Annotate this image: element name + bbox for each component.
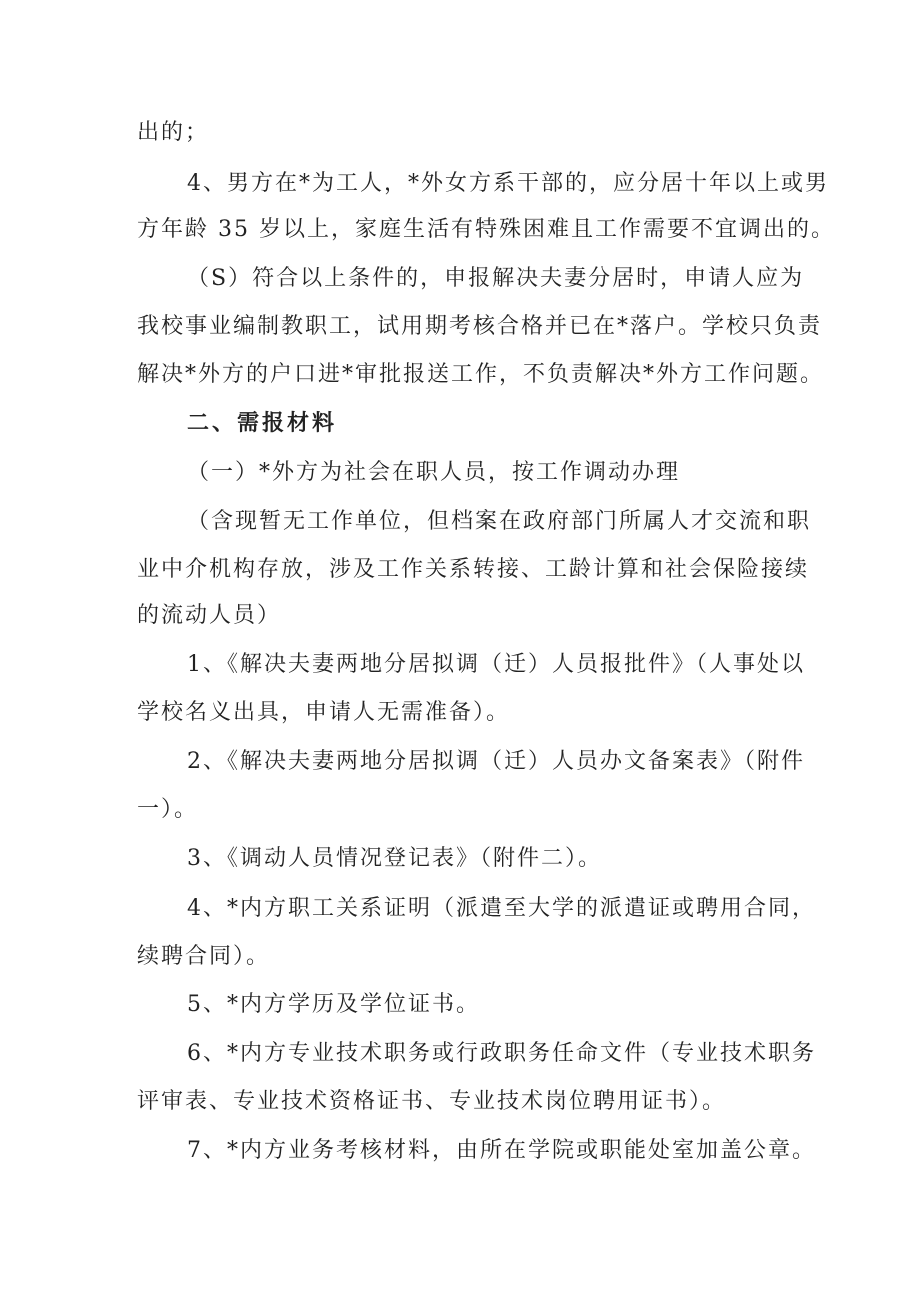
paragraph-line: 学校名义出具，申请人无需准备）。 xyxy=(137,700,511,725)
section-heading: 二、需报材料 xyxy=(187,411,338,436)
paragraph-line: 方年龄 35 岁以上，家庭生活有特殊困难且工作需要不宜调出的。 xyxy=(137,217,835,242)
list-item: 4、*内方职工关系证明（派遣至大学的派遣证或聘用合同， xyxy=(187,896,816,921)
list-item: 6、*内方专业技术职务或行政职务任命文件（专业技术职务 xyxy=(187,1041,816,1066)
paragraph-line: 我校事业编制教职工，试用期考核合格并已在*落户。学校只负责 xyxy=(137,314,823,339)
paragraph-line: 续聘合同）。 xyxy=(137,944,271,969)
subsection-heading: （一）*外方为社会在职人员，按工作调动办理 xyxy=(187,460,681,485)
paragraph-line: （含现暂无工作单位，但档案在政府部门所属人才交流和职 xyxy=(187,509,812,534)
paragraph-line: 一）。 xyxy=(137,797,199,822)
paragraph-line: 的流动人员） xyxy=(137,603,282,628)
list-item: 2、《解决夫妻两地分居拟调（迁）人员办文备案表》（附件 xyxy=(187,749,805,774)
paragraph-line: （S）符合以上条件的，申报解决夫妻分居时，申请人应为 xyxy=(187,266,805,291)
list-item: 5、*内方学历及学位证书。 xyxy=(187,992,480,1017)
paragraph-line: 解决*外方的户口进*审批报送工作，不负责解决*外方工作问题。 xyxy=(137,362,825,387)
paragraph-line: 出的； xyxy=(137,120,210,145)
list-item: 1、《解决夫妻两地分居拟调（迁）人员报批件》（人事处以 xyxy=(187,652,805,677)
list-item: 7、*内方业务考核材料，由所在学院或职能处室加盖公章。 xyxy=(187,1138,816,1163)
list-item: 3、《调动人员情况登记表》（附件二）。 xyxy=(187,846,602,871)
paragraph-line: 评审表、专业技术资格证书、专业技术岗位聘用证书）。 xyxy=(137,1089,727,1114)
paragraph-line: 4、男方在*为工人，*外女方系干部的，应分居十年以上或男 xyxy=(187,171,829,196)
paragraph-line: 业中介机构存放，涉及工作关系转接、工龄计算和社会保险接续 xyxy=(137,557,810,582)
